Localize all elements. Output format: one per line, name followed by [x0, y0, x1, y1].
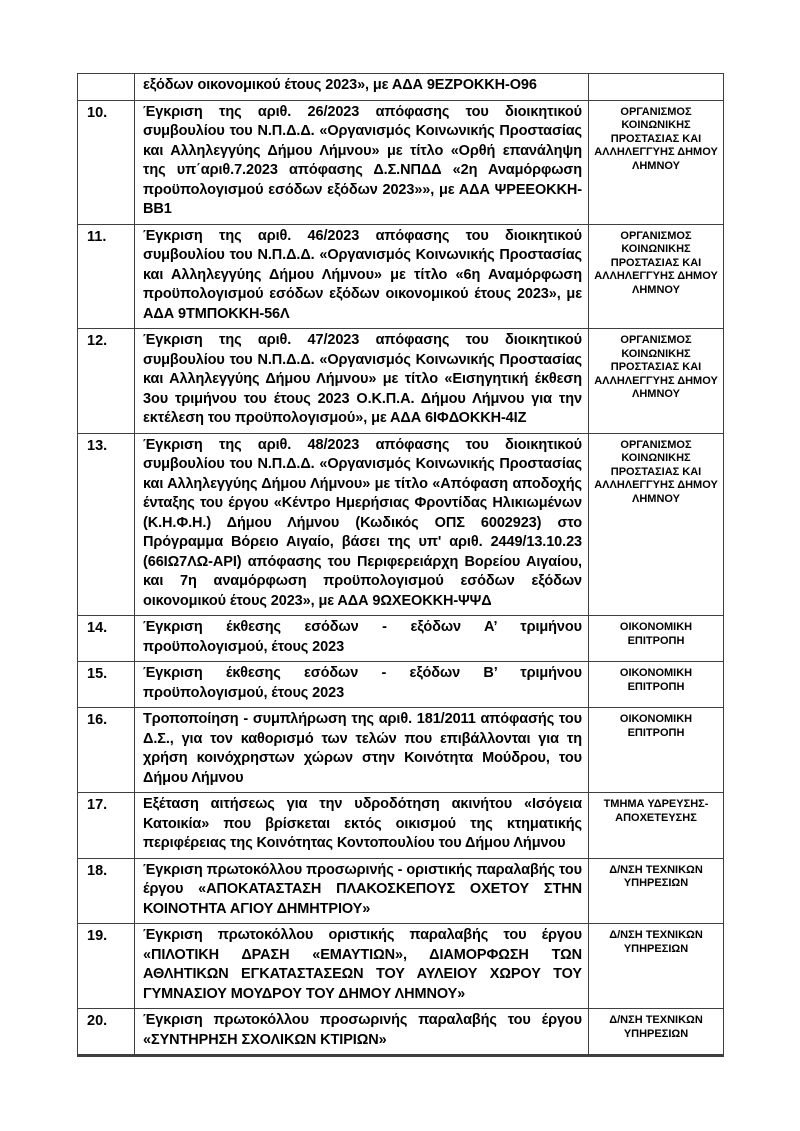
row-subject: Εξέταση αιτήσεως για την υδροδότηση ακινήτου «Ισόγεια Κατοικία» που βρίσκεται εκτός οικισμού της κτηματικής περιφέρειας της Κοινότητας Κοντοπουλίου του Δήμου Λήμνου — [135, 793, 589, 859]
row-department: ΟΙΚΟΝΟΜΙΚΗ ΕΠΙΤΡΟΠΗ — [589, 616, 724, 662]
table-row-16 — [78, 708, 724, 793]
table-row-20 — [78, 1009, 724, 1056]
row-number: 18. — [78, 858, 135, 924]
row-subject: Έγκριση της αριθ. 46/2023 απόφασης του διοικητικού συμβουλίου του Ν.Π.Δ.Δ. «Οργανισμός Κοινωνικής Προστασίας και Αλληλεγγύης Δήμου Λήμνου» με τίτλο «6η Αναμόρφωση προϋπολογισμού εσόδων εξόδων οικονομικού έτους 2023», με ΑΔΑ 9ΤΜΠΟΚΚΗ-56Λ — [135, 224, 589, 329]
row-department: ΟΙΚΟΝΟΜΙΚΗ ΕΠΙΤΡΟΠΗ — [589, 662, 724, 708]
row-department: ΟΙΚΟΝΟΜΙΚΗ ΕΠΙΤΡΟΠΗ — [589, 708, 724, 793]
row-department: ΟΡΓΑΝΙΣΜΟΣ ΚΟΙΝΩΝΙΚΗΣ ΠΡΟΣΤΑΣΙΑΣ ΚΑΙ ΑΛΛΗΛΕΓΓΥΗΣ ΔΗΜΟΥ ΛΗΜΝΟΥ — [589, 100, 724, 224]
row-subject: Έγκριση της αριθ. 48/2023 απόφασης του διοικητικού συμβουλίου του Ν.Π.Δ.Δ. «Οργανισμός Κοινωνικής Προστασίας και Αλληλεγγύης Δήμου Λήμνου» με τίτλο «Απόφαση αποδοχής ένταξης του έργου «Κέντρο Ημερήσιας Φροντίδας Ηλικιωμένων (Κ.Η.Φ.Η.) Δήμου Λήμνου (Κωδικός ΟΠΣ 6002923) στο Πρόγραμμα Βόρειο Αιγαίο, βάσει της υπ' αριθ. 2449/13.10.23 (66ΙΩ7ΛΩ-ΑΡΙ) απόφασης του Περιφερειάρχη Βορείου Αιγαίου, και 7η αναμόρφωση προϋπολογισμού εσόδων εξόδων οικονομικού έτους 2023», με ΑΔΑ 9ΩΧΕΟΚΚΗ-ΨΨΔ — [135, 433, 589, 616]
row-department: Δ/ΝΣΗ ΤΕΧΝΙΚΩΝ ΥΠΗΡΕΣΙΩΝ — [589, 1009, 724, 1056]
row-subject: Τροποποίηση - συμπλήρωση της αριθ. 181/2011 απόφασής του Δ.Σ., για τον καθορισμό των τελών που επιβάλλονται για τη χρήση κοινόχρηστων χώρων στην Κοινότητα Μούδρου, του Δήμου Λήμνου — [135, 708, 589, 793]
row-number: 16. — [78, 708, 135, 793]
row-subject: Έγκριση έκθεσης εσόδων - εξόδων Β’ τριμήνου προϋπολογισμού, έτους 2023 — [135, 662, 589, 708]
agenda-table-body — [78, 74, 724, 1056]
row-number: 17. — [78, 793, 135, 859]
table-row-19 — [78, 924, 724, 1009]
row-number — [78, 74, 135, 101]
row-department: ΤΜΗΜΑ ΥΔΡΕΥΣΗΣ-ΑΠΟΧΕΤΕΥΣΗΣ — [589, 793, 724, 859]
row-subject: Έγκριση πρωτοκόλλου οριστικής παραλαβής του έργου «ΠΙΛΟΤΙΚΗ ΔΡΑΣΗ «ΕΜΑΥΤΙΩΝ», ΔΙΑΜΟΡΦΩΣΗ ΤΩΝ ΑΘΛΗΤΙΚΩΝ ΕΓΚΑΤΑΣΤΑΣΕΩΝ ΤΟΥ ΑΥΛΕΙΟΥ ΧΩΡΟΥ ΤΟΥ ΓΥΜΝΑΣΙΟΥ ΜΟΥΔΡΟΥ ΤΟΥ ΔΗΜΟΥ ΛΗΜΝΟΥ» — [135, 924, 589, 1009]
row-number: 12. — [78, 329, 135, 434]
row-subject: εξόδων οικονομικού έτους 2023», με ΑΔΑ 9ΕΖΡΟΚΚΗ-Ο96 — [135, 74, 589, 101]
agenda-table — [77, 73, 724, 1057]
table-row-12 — [78, 329, 724, 434]
table-row-continuation — [78, 74, 724, 101]
row-subject: Έγκριση πρωτοκόλλου προσωρινής παραλαβής του έργου «ΣΥΝΤΗΡΗΣΗ ΣΧΟΛΙΚΩΝ ΚΤΙΡΙΩΝ» — [135, 1009, 589, 1056]
row-number: 15. — [78, 662, 135, 708]
row-subject: Έγκριση της αριθ. 47/2023 απόφασης του διοικητικού συμβουλίου του Ν.Π.Δ.Δ. «Οργανισμός Κοινωνικής Προστασίας και Αλληλεγγύης Δήμου Λήμνου» με τίτλο «Εισηγητική έκθεση 3ου τριμήνου του έτους 2023 Ο.Κ.Π.Α. Δήμου Λήμνου για την εκτέλεση του προϋπολογισμού», με ΑΔΑ 6ΙΦΔΟΚΚΗ-4ΙΖ — [135, 329, 589, 434]
table-row-10 — [78, 100, 724, 224]
row-number: 20. — [78, 1009, 135, 1056]
row-number: 14. — [78, 616, 135, 662]
table-row-15 — [78, 662, 724, 708]
table-row-14 — [78, 616, 724, 662]
row-department: Δ/ΝΣΗ ΤΕΧΝΙΚΩΝ ΥΠΗΡΕΣΙΩΝ — [589, 858, 724, 924]
row-department — [589, 74, 724, 101]
table-row-18 — [78, 858, 724, 924]
row-number: 13. — [78, 433, 135, 616]
row-subject: Έγκριση πρωτοκόλλου προσωρινής - οριστικής παραλαβής του έργου «ΑΠΟΚΑΤΑΣΤΑΣΗ ΠΛΑΚΟΣΚΕΠΟΥΣ ΟΧΕΤΟΥ ΣΤΗΝ ΚΟΙΝΟΤΗΤΑ ΑΓΙΟΥ ΔΗΜΗΤΡΙΟΥ» — [135, 858, 589, 924]
row-department: ΟΡΓΑΝΙΣΜΟΣ ΚΟΙΝΩΝΙΚΗΣ ΠΡΟΣΤΑΣΙΑΣ ΚΑΙ ΑΛΛΗΛΕΓΓΥΗΣ ΔΗΜΟΥ ΛΗΜΝΟΥ — [589, 433, 724, 616]
row-number: 19. — [78, 924, 135, 1009]
row-number: 11. — [78, 224, 135, 329]
row-subject: Έγκριση της αριθ. 26/2023 απόφασης του διοικητικού συμβουλίου του Ν.Π.Δ.Δ. «Οργανισμός Κοινωνικής Προστασίας και Αλληλεγγύης Δήμου Λήμνου» με τίτλο «Ορθή επανάληψη της υπ΄αριθ.7.2023 απόφασης Δ.Σ.ΝΠΔΔ «2η Αναμόρφωση προϋπολογισμού εσόδων εξόδων 2023»», με ΑΔΑ ΨΡΕΕΟΚΚΗ-ΒΒ1 — [135, 100, 589, 224]
table-row-13 — [78, 433, 724, 616]
row-department: ΟΡΓΑΝΙΣΜΟΣ ΚΟΙΝΩΝΙΚΗΣ ΠΡΟΣΤΑΣΙΑΣ ΚΑΙ ΑΛΛΗΛΕΓΓΥΗΣ ΔΗΜΟΥ ΛΗΜΝΟΥ — [589, 224, 724, 329]
table-row-11 — [78, 224, 724, 329]
row-number: 10. — [78, 100, 135, 224]
row-department: Δ/ΝΣΗ ΤΕΧΝΙΚΩΝ ΥΠΗΡΕΣΙΩΝ — [589, 924, 724, 1009]
row-subject: Έγκριση έκθεσης εσόδων - εξόδων Α’ τριμήνου προϋπολογισμού, έτους 2023 — [135, 616, 589, 662]
table-row-17 — [78, 793, 724, 859]
row-department: ΟΡΓΑΝΙΣΜΟΣ ΚΟΙΝΩΝΙΚΗΣ ΠΡΟΣΤΑΣΙΑΣ ΚΑΙ ΑΛΛΗΛΕΓΓΥΗΣ ΔΗΜΟΥ ΛΗΜΝΟΥ — [589, 329, 724, 434]
